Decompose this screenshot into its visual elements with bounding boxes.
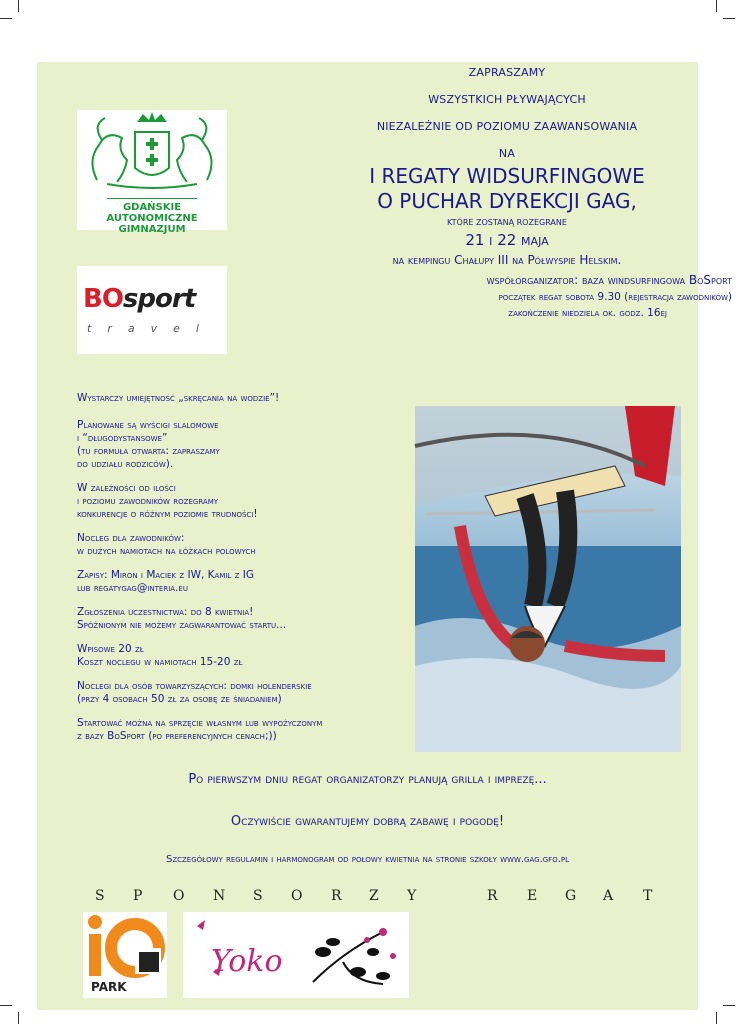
detail-paragraph: Zapisy: Miron i Maciek z IW, Kamil z IG lub regatygag@interia.eu bbox=[77, 569, 255, 594]
gag-crest-icon bbox=[77, 110, 227, 192]
sponsor-letter: S bbox=[95, 888, 105, 904]
bosport-sport: sport bbox=[122, 284, 196, 314]
details-column bbox=[77, 392, 407, 754]
windsurfer-photo bbox=[415, 406, 681, 752]
sponsor-letter: Z bbox=[369, 888, 379, 904]
poster bbox=[37, 62, 732, 1010]
page-title: I REGATY WIDSURFINGOWE bbox=[369, 164, 645, 188]
detail-paragraph: Wystarczy umiejętność „skręcania na wodzie”! bbox=[77, 392, 280, 404]
iq-park-logo bbox=[83, 912, 167, 998]
sponsor-letter: P bbox=[133, 888, 143, 904]
detail-paragraph: Noclegi dla osób towarzyszących: domki holenderskie (przy 4 osobach 50 zł za osobę ze śniadaniem) bbox=[77, 680, 312, 705]
sponsor-letter: A bbox=[603, 888, 614, 904]
sponsor-letter: Y bbox=[407, 888, 417, 904]
event-place: na kempingu Chałupy III na Półwyspie Helskim. bbox=[392, 253, 622, 267]
gag-logo-text: AUTONOMICZNE bbox=[106, 213, 198, 224]
yoko-text: Yoko bbox=[211, 944, 283, 979]
invite-line: WSZYSTKICH PŁYWAJĄCYCH bbox=[428, 93, 586, 106]
sponsor-letter: N bbox=[213, 888, 226, 904]
header-block bbox=[267, 66, 747, 319]
gag-logo-text: GDAŃSKIE bbox=[122, 202, 182, 213]
sponsor-letter: O bbox=[173, 888, 185, 904]
subtitle-line: KTÓRE ZOSTANĄ ROZEGRANE bbox=[447, 218, 567, 227]
detail-paragraph: Nocleg dla zawodników: w dużych namiotach na łóżkach polowych bbox=[77, 532, 256, 557]
invite-line: NIEZALEŻNIE OD POZIOMU ZAAWANSOWANIA bbox=[376, 120, 638, 133]
gag-logo-text: GIMNAZJUM bbox=[118, 224, 186, 235]
crop-mark bbox=[716, 0, 717, 12]
crop-mark bbox=[716, 1012, 717, 1024]
bosport-logo bbox=[77, 266, 227, 354]
iq-park-text: PARK bbox=[91, 980, 127, 994]
crop-mark bbox=[723, 1005, 735, 1006]
crop-mark bbox=[0, 18, 12, 19]
sponsor-letter: T bbox=[643, 888, 653, 904]
co-organizer: współorganizator: baza windsurfingowa BoSport bbox=[486, 273, 732, 287]
grill-line: Po pierwszym dniu regat organizatorzy planują grilla i imprezę... bbox=[188, 772, 547, 787]
invite-line: ZAPRASZAMY bbox=[468, 66, 546, 79]
sponsor-letter: G bbox=[565, 888, 577, 904]
yoko-logo bbox=[183, 912, 409, 998]
rules-line: Szczegółowy regulamin i harmonogram od połowy kwietnia na stronie szkoły www.gag.gfo.pl bbox=[165, 854, 570, 865]
sponsor-letter: R bbox=[331, 888, 342, 904]
sponsor-letter: O bbox=[291, 888, 303, 904]
sponsor-letter: S bbox=[253, 888, 263, 904]
iq-logo-icon bbox=[83, 912, 167, 982]
sponsor-letter: R bbox=[487, 888, 498, 904]
detail-paragraph: Startować można na sprzęcie własnym lub wypożyczonym z bazy BoSport (po preferencyjnych cenach;)) bbox=[77, 717, 323, 742]
detail-paragraph: W zależności od ilości i poziomu zawodników rozegramy konkurencje o różnym poziomie trudności! bbox=[77, 482, 258, 520]
gag-logo bbox=[77, 110, 227, 235]
bosport-travel: travel bbox=[87, 322, 215, 335]
detail-paragraph: Wpisowe 20 zł Koszt noclegu w namiotach 15-20 zł bbox=[77, 643, 243, 668]
fun-line: Oczywiście gwarantujemy dobrą zabawę i pogodę! bbox=[230, 814, 505, 829]
detail-paragraph: Zgłoszenia uczestnictwa: do 8 kwietnia! Spóźnionym nie możemy zagwarantować startu... bbox=[77, 606, 287, 631]
page-title: O PUCHAR DYREKCJI GAG, bbox=[377, 189, 637, 213]
crop-mark bbox=[0, 1005, 12, 1006]
crop-mark bbox=[723, 18, 735, 19]
bosport-bo: BO bbox=[83, 284, 123, 314]
invite-line: NA bbox=[498, 147, 516, 160]
start-time: początek regat sobota 9.30 (rejestracja zawodników) bbox=[498, 291, 732, 303]
sponsor-letter: E bbox=[527, 888, 538, 904]
event-date: 21 i 22 maja bbox=[465, 231, 549, 249]
crop-mark bbox=[18, 1012, 19, 1024]
end-time: zakończenie niedziela ok. godz. 16ej bbox=[508, 307, 667, 319]
detail-paragraph: Planowane są wyścigi slalomowe i “długodystansowe” (tu formuła otwarta: zapraszamy do udziału rodziców). bbox=[77, 419, 220, 470]
crop-mark bbox=[18, 0, 19, 12]
